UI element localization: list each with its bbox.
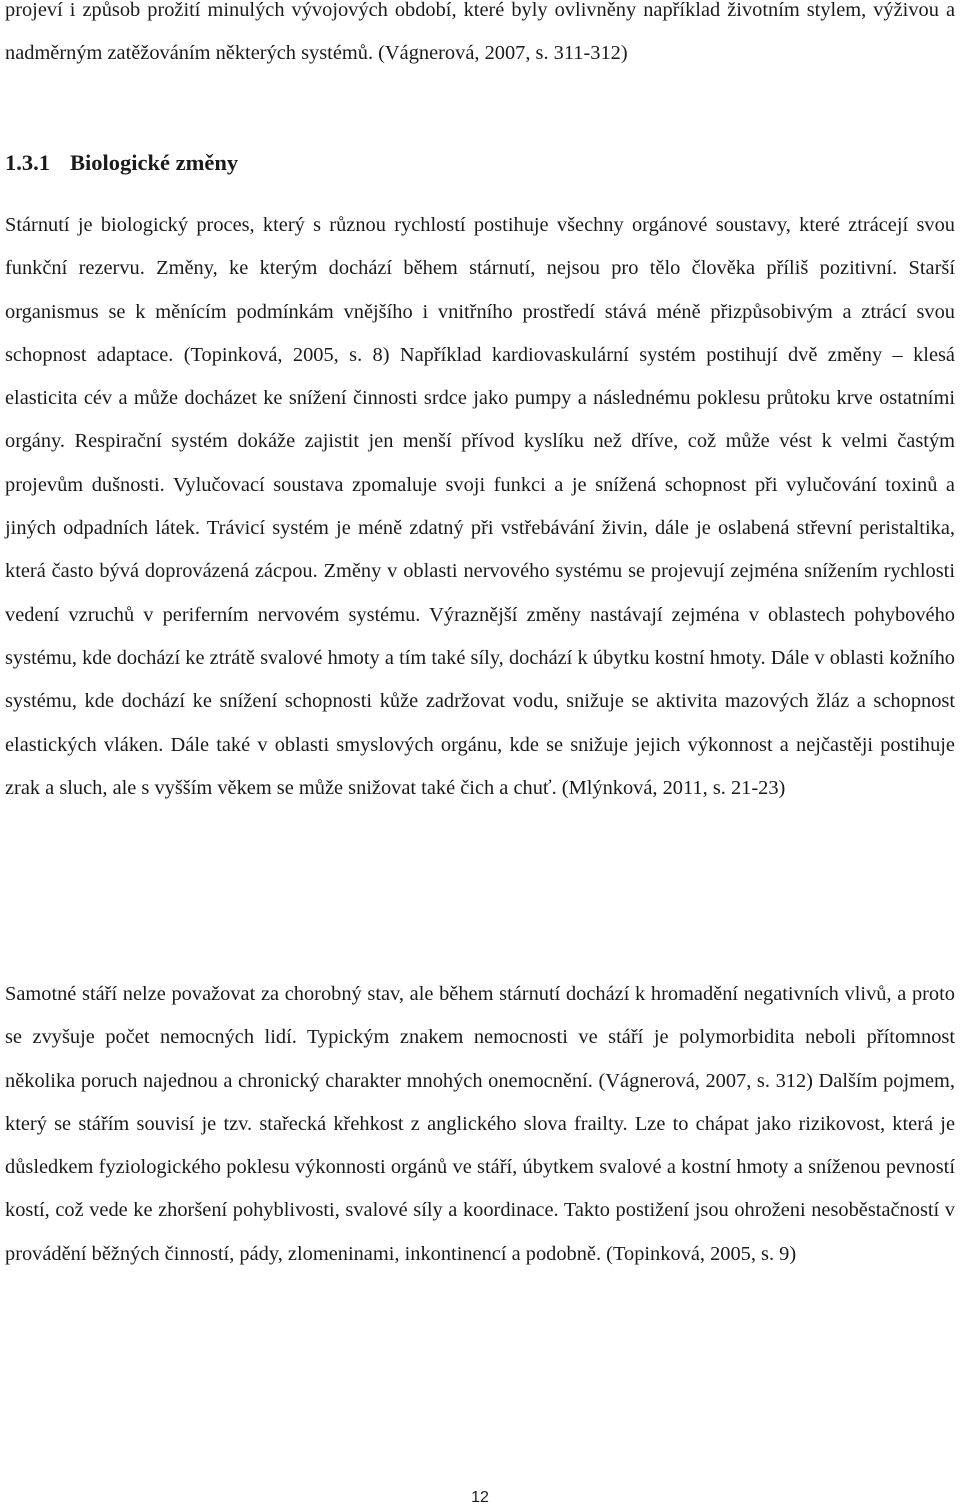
page-number: 12 bbox=[471, 1489, 489, 1506]
body-paragraph: Samotné stáří nelze považovat za chorobný stav, ale během stárnutí dochází k hromadění negativních vlivů, a proto se zvyšuje počet nemocných lidí. Typickým znakem nemocnosti ve stáří je polymorbidita neboli přítomnost několika poruch najednou a chronický charakter mnohých onemocnění. (Vágnerová, 2007, s. 312) Dalším pojmem, který se stářím souvisí je tzv. stařecká křehkost z anglického slova frailty. Lze to chápat jako rizikovost, která je důsledkem fyziologického poklesu výkonnosti orgánů ve stáří, úbytkem svalové a kostní hmoty a sníženou pevností kostí, což vede ke zhoršení pohyblivosti, svalové síly a koordinace. Takto postižení jsou ohroženi nesoběstačností v provádění běžných činností, pády, zlomeninami, inkontinencí a podobně. (Topinková, 2005, s. 9) bbox=[5, 983, 955, 1265]
section-title: Biologické změny bbox=[70, 150, 239, 175]
intro-paragraph: projeví i způsob prožití minulých vývojových období, které byly ovlivněny například životním stylem, výživou a nadměrným zatěžováním některých systémů. (Vágnerová, 2007, s. 311-312) bbox=[5, 0, 955, 65]
body-paragraph: Stárnutí je biologický proces, který s různou rychlostí postihuje všechny orgánové soustavy, které ztrácejí svou funkční rezervu. Změny, ke kterým dochází během stárnutí, nejsou pro tělo člověka příliš pozitivní. Starší organismus se k měnícím podmínkám vnějšího i vnitřního prostředí stává méně přizpůsobivým a ztrácí svou schopnost adaptace. (Topinková, 2005, s. 8) Například kardiovaskulární systém postihují dvě změny – klesá elasticita cév a může docházet ke snížení činnosti srdce jako pumpy a následnému poklesu průtoku krve ostatními orgány. Respirační systém dokáže zajistit jen menší přívod kyslíku než dříve, což může vést k velmi častým projevům dušnosti. Vylučovací soustava zpomaluje svoji funkci a je snížená schopnost při vylučování toxinů a jiných odpadních látek. Trávicí systém je méně zdatný při vstřebávání živin, dále je oslabená střevní peristaltika, která často bývá doprovázená zácpou. Změny v oblasti nervového systému se projevují zejména snížením rychlosti vedení vzruchů v periferním nervovém systému. Výraznější změny nastávají zejména v oblastech pohybového systému, kde dochází ke ztrátě svalové hmoty a tím také síly, dochází k úbytku kostní hmoty. Dále v oblasti kožního systému, kde dochází ke snížení schopnosti kůže zadržovat vodu, snižuje se aktivita mazových žláz a schopnost elastických vláken. Dále také v oblasti smyslových orgánu, kde se snižuje jejich výkonnost a nejčastěji postihuje zrak a sluch, ale s vyšším věkem se může snižovat také čich a chuť. (Mlýnková, 2011, s. 21-23) bbox=[5, 214, 955, 799]
section-heading bbox=[5, 148, 238, 178]
section-number: 1.3.1 bbox=[5, 150, 50, 175]
